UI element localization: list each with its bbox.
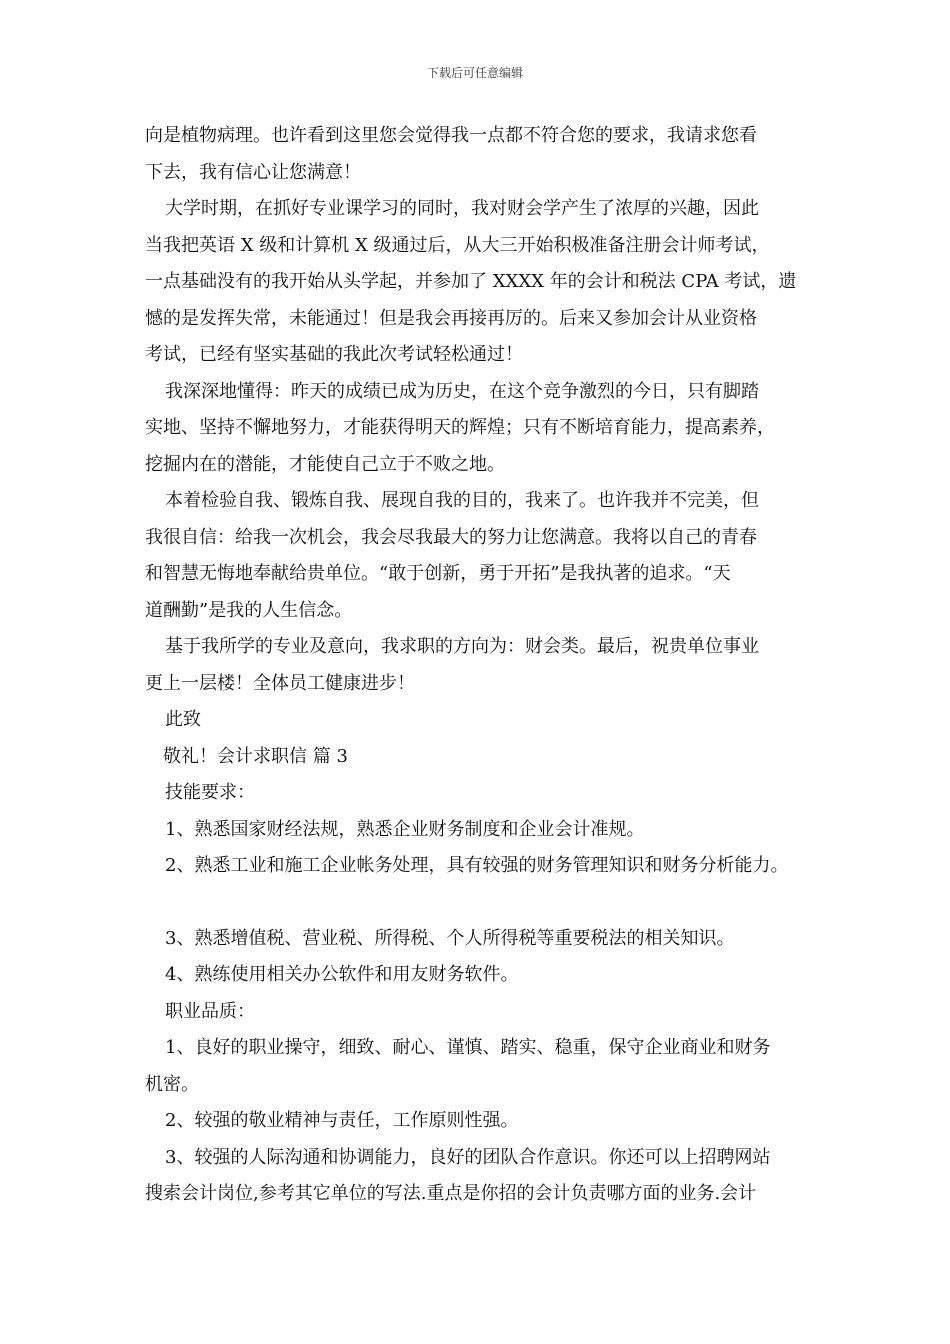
text-line: 敬礼！会计求职信 篇 3 xyxy=(163,745,348,767)
text-line: 考试，已经有坚实基础的我此次考试轻松通过！ xyxy=(145,344,523,365)
text-line: 一点基础没有的我开始从头学起，并参加了 XXXX 年的会计和税法 CPA 考试，遗 xyxy=(145,271,797,292)
document-body xyxy=(145,118,825,1213)
text-line: 搜索会计岗位,参考其它单位的写法.重点是你招的会计负责哪方面的业务.会计 xyxy=(145,1183,757,1204)
text-line: 憾的是发挥失常，未能通过！但是我会再接再厉的。后来又参加会计从业资格 xyxy=(145,307,757,329)
text-line: 我很自信：给我一次机会，我会尽我最大的努力让您满意。我将以自己的青春 xyxy=(145,526,757,548)
blank-line xyxy=(145,885,825,921)
text-line: 技能要求： xyxy=(165,782,255,803)
text-line: 本着检验自我、锻炼自我、展现自我的目的，我来了。也许我并不完美，但 xyxy=(165,490,759,511)
text-line: 基于我所学的专业及意向，我求职的方向为：财会类。最后，祝贵单位事业 xyxy=(165,636,759,657)
text-line: 道酬勤”是我的人生信念。 xyxy=(145,599,353,621)
text-line: 3、熟悉增值税、营业税、所得税、个人所得税等重要税法的相关知识。 xyxy=(165,927,735,949)
text-line: 实地、坚持不懈地努力，才能获得明天的辉煌；只有不断培育能力，提高素养， xyxy=(145,417,775,438)
page-header: 下载后可任意编辑 xyxy=(426,66,523,80)
text-line: 3、较强的人际沟通和协调能力，良好的团队合作意识。你还可以上招聘网站 xyxy=(165,1146,771,1168)
text-line: 1、熟悉国家财经法规，熟悉企业财务制度和企业会计准规。 xyxy=(165,818,645,840)
text-line: 机密。 xyxy=(145,1073,199,1095)
text-line: 和智慧无悔地奉献给贵单位。“敢于创新，勇于开拓”是我执著的追求。“天 xyxy=(145,563,731,584)
text-line: 当我把英语 X 级和计算机 X 级通过后，从大三开始积极准备注册会计师考试， xyxy=(145,234,770,256)
text-line: 2、熟悉工业和施工企业帐务处理，具有较强的财务管理知识和财务分析能力。 xyxy=(165,855,789,876)
text-line: 更上一层楼！全体员工健康进步！ xyxy=(145,672,415,694)
text-line: 下去，我有信心让您满意！ xyxy=(145,161,361,183)
text-line: 职业品质： xyxy=(165,1000,255,1022)
text-line: 4、熟练使用相关办公软件和用友财务软件。 xyxy=(165,964,519,985)
text-line: 向是植物病理。也许看到这里您会觉得我一点都不符合您的要求，我请求您看 xyxy=(145,125,757,146)
text-line: 此致 xyxy=(165,709,201,730)
text-line: 我深深地懂得：昨天的成绩已成为历史，在这个竞争激烈的今日，只有脚踏 xyxy=(165,380,759,402)
text-line: 1、良好的职业操守，细致、耐心、谨慎、踏实、稳重，保守企业商业和财务 xyxy=(165,1037,771,1058)
text-line: 2、较强的敬业精神与责任，工作原则性强。 xyxy=(165,1110,519,1131)
text-line: 大学时期，在抓好专业课学习的同时，我对财会学产生了浓厚的兴趣，因此 xyxy=(165,198,759,219)
text-line: 挖掘内在的潜能，才能使自己立于不败之地。 xyxy=(145,453,505,475)
